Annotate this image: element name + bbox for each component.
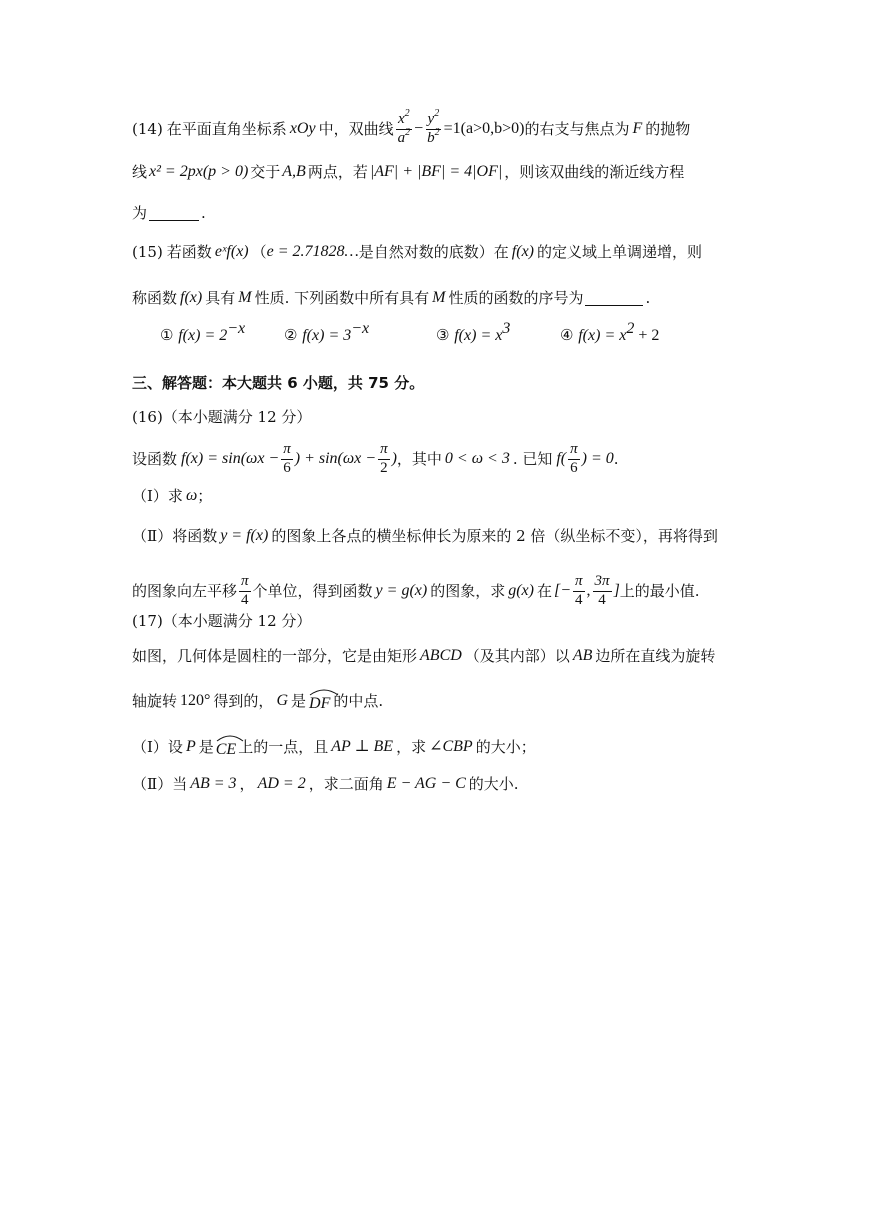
b-var: b <box>427 129 435 146</box>
fraction-pi-4 <box>573 574 585 609</box>
q14-text: ，则该双曲线的渐近线方程 <box>504 162 685 181</box>
function-gx: g(x) <box>508 582 534 600</box>
answer-blank-14[interactable] <box>149 206 199 221</box>
q16-line-1 <box>132 442 619 477</box>
q15-text: 是自然对数的底数）在 <box>358 242 509 261</box>
q17-header: (17)（本小题满分 12 分） <box>132 612 312 630</box>
denominator-6: 6 <box>570 459 578 476</box>
denominator-4: 4 <box>575 591 583 608</box>
arc-df-label: DF <box>309 695 331 712</box>
pi: π <box>239 574 251 592</box>
rotation-angle: 120° <box>180 692 211 709</box>
q16-text: 的图象向左平移 <box>132 581 238 600</box>
option-expression: f(x) = x <box>454 327 503 344</box>
points-ab: A,B <box>282 163 306 180</box>
q15-text: 性质. 下列函数中所有具有 <box>254 288 430 307</box>
q14-text: 为 <box>132 204 148 222</box>
q15-text: 的定义域上单调递增，则 <box>537 242 703 261</box>
hyperbola-condition: =1(a>0,b>0) <box>443 120 525 138</box>
q16-header: (16)（本小题满分 12 分） <box>132 408 312 426</box>
q15-text: 若函数 <box>166 242 212 261</box>
option-expression: f(x) = x <box>578 327 627 344</box>
pi: π <box>281 442 293 460</box>
option-exponent: −x <box>351 320 370 337</box>
q15-text: 称函数 <box>132 288 178 307</box>
q15-text: 具有 <box>205 288 236 307</box>
q15-text: （ <box>251 242 267 261</box>
rectangle-abcd: ABCD <box>420 647 462 664</box>
q17-text: 如图，几何体是圆柱的一部分，它是由矩形 <box>132 646 418 665</box>
q16-text: 的图象上各点的横坐标伸长为原来的 2 倍（纵坐标不变），再将得到 <box>271 526 718 545</box>
q14-text: 交于 <box>250 162 281 181</box>
denominator-4: 4 <box>598 591 606 608</box>
q15-number: (15) <box>132 242 163 261</box>
part-label: （Ⅰ）求 <box>132 486 183 505</box>
function-definition: ) <box>391 450 397 468</box>
fraction-pi-6 <box>281 442 293 477</box>
option-expression: f(x) = 2 <box>178 327 228 344</box>
part-label: （Ⅱ）将函数 <box>132 526 218 545</box>
option-3 <box>436 320 511 344</box>
q17-text: ，求二面角 <box>308 774 384 793</box>
q16-part-2-line-2: 的图象向左平移 $\frac{\pi}{4}$ 个单位，得到函数 y = g(x) 的图象，求 g(x) 在 [− $\frac{\pi}{4}$ , $\frac{3\pi}{4}$ ] 上的最小值. <box>132 573 700 608</box>
q16-text: 的图象，求 <box>430 581 506 600</box>
option-1 <box>160 320 246 344</box>
omega: ω <box>185 487 198 504</box>
section-heading: 三、解答题：本大题共 6 小题，共 75 分。 <box>132 374 425 392</box>
length-ad: AD = 2 <box>257 775 306 792</box>
fraction-3pi-4 <box>593 574 612 609</box>
q16-part-2-line-1 <box>132 528 718 544</box>
q15-line-2 <box>132 290 650 306</box>
q14-line-3 <box>132 206 206 221</box>
q14-line-2 <box>132 164 684 180</box>
q14-text: 中，双曲线 <box>318 119 394 138</box>
q16-text: 个单位，得到函数 <box>252 581 373 600</box>
q16-text: 设函数 <box>132 449 178 468</box>
arc-icon <box>309 688 339 696</box>
q17-text: 是 <box>198 737 214 756</box>
option-expression: f(x) = 3 <box>302 327 352 344</box>
distance-condition: |AF| + |BF| = 4|OF| <box>369 163 503 180</box>
q17-line-2 <box>132 690 383 712</box>
fraction-pi-6 <box>568 442 580 477</box>
option-mark: ② <box>284 326 298 344</box>
q17-text: （及其内部）以 <box>464 646 570 665</box>
pi: π <box>573 574 585 592</box>
q14-number: (14) <box>132 119 163 138</box>
arc-ce-label: CE <box>215 741 237 758</box>
option-exponent: 2 <box>626 320 635 337</box>
q14-text: 的抛物 <box>645 119 691 138</box>
option-4 <box>560 320 660 344</box>
answer-blank-15[interactable] <box>585 291 643 306</box>
q14-end: . <box>201 204 206 222</box>
y-var: y <box>427 111 435 127</box>
q17-part-2 <box>132 776 519 792</box>
denominator-6: 6 <box>283 459 291 476</box>
point-g: G <box>276 692 288 709</box>
q14-text: 的右支与焦点为 <box>524 119 630 138</box>
option-tail: + 2 <box>634 327 660 344</box>
q16-text: ； <box>197 486 213 505</box>
q16-text: 上的最小值. <box>619 581 700 600</box>
hyperbola-x-term: $\frac{x^2}{a^2}$ <box>397 108 411 146</box>
perpendicular-condition: AP ⊥ BE <box>331 738 394 755</box>
segment-ab: AB <box>572 647 593 664</box>
interval: [− <box>554 582 572 600</box>
x-var: x <box>398 111 405 127</box>
fraction-pi-4 <box>239 574 251 609</box>
length-ab: AB = 3 <box>190 775 237 792</box>
q14-line-1: (14) 在平面直角坐标系 xOy 中，双曲线 $\frac{x^2}{a^2}$ − $\frac{y^2}{b^2}$ =1(a>0,b>0) 的右支与焦点为 F 的抛物 <box>132 108 691 146</box>
point-p: P <box>185 738 196 755</box>
parabola-equation: x² = 2px(p > 0) <box>149 163 249 180</box>
q16-part-1 <box>132 488 212 504</box>
option-mark: ③ <box>436 326 450 344</box>
option-mark: ④ <box>560 326 574 344</box>
part-label: （Ⅰ）设 <box>132 737 183 756</box>
function-definition: f(x) = sin(ωx − <box>181 450 280 468</box>
q16-text: 在 <box>536 581 552 600</box>
q17-text: 轴旋转 <box>132 691 178 710</box>
q17-text: 得到的， <box>213 691 274 710</box>
q17-text: 的中点. <box>333 691 384 710</box>
dihedral-angle: E − AG − C <box>386 775 466 792</box>
part-label: （Ⅱ）当 <box>132 774 188 793</box>
e-value: e = 2.71828… <box>266 243 359 260</box>
q17-text: 的大小. <box>468 774 519 793</box>
q17-line-1 <box>132 648 715 664</box>
option-exponent: −x <box>227 320 246 337</box>
three-pi: 3π <box>593 574 612 592</box>
function-y-fx: y = f(x) <box>220 527 269 544</box>
q15-end: . <box>645 288 651 307</box>
denominator-2: 2 <box>380 459 388 476</box>
function-fx: f(x) <box>180 289 203 306</box>
function-definition: ) + sin(ωx − <box>294 450 377 468</box>
property-m: M <box>432 289 446 306</box>
q16-text: . 已知 <box>512 449 553 468</box>
arc-df <box>309 690 330 712</box>
a-var: a <box>397 129 406 146</box>
q17-text: ， <box>239 774 255 793</box>
q16-end: . <box>613 449 619 468</box>
q17-text: 是 <box>291 691 307 710</box>
given-condition: ) = 0 <box>581 450 614 468</box>
interval: ] <box>613 582 620 600</box>
fraction-pi-2 <box>378 442 390 477</box>
q14-coord-system: xOy <box>289 120 316 138</box>
property-m: M <box>238 289 252 306</box>
q16-text: ，其中 <box>396 449 442 468</box>
function-ex-fx: eˣf(x) <box>214 243 249 260</box>
function-fx: f(x) <box>511 243 534 260</box>
arc-ce <box>216 736 236 758</box>
given-condition: f( <box>556 450 567 468</box>
denominator-4: 4 <box>241 591 249 608</box>
function-y-gx: y = g(x) <box>375 582 428 600</box>
q17-part-1 <box>132 736 536 758</box>
hyperbola-y-term: $\frac{y^2}{b^2}$ <box>427 108 440 146</box>
option-exponent: 3 <box>502 320 511 337</box>
q14-text: 两点，若 <box>307 162 368 181</box>
q17-text: 上的一点，且 <box>238 737 329 756</box>
arc-icon <box>216 734 244 742</box>
option-2 <box>284 320 370 344</box>
omega-range: 0 < ω < 3 <box>444 450 510 468</box>
q17-text: 的大小； <box>475 737 536 756</box>
angle-cbp: ∠CBP <box>429 738 473 755</box>
option-mark: ① <box>160 326 174 344</box>
q15-line-1 <box>132 244 702 260</box>
q14-text: 在平面直角坐标系 <box>166 119 287 138</box>
q14-text: 线 <box>132 162 148 181</box>
pi: π <box>568 442 580 460</box>
q15-text: 性质的函数的序号为 <box>448 288 584 307</box>
focus-f: F <box>632 120 643 138</box>
q17-text: ，求 <box>396 737 427 756</box>
pi: π <box>378 442 390 460</box>
q17-text: 边所在直线为旋转 <box>595 646 716 665</box>
